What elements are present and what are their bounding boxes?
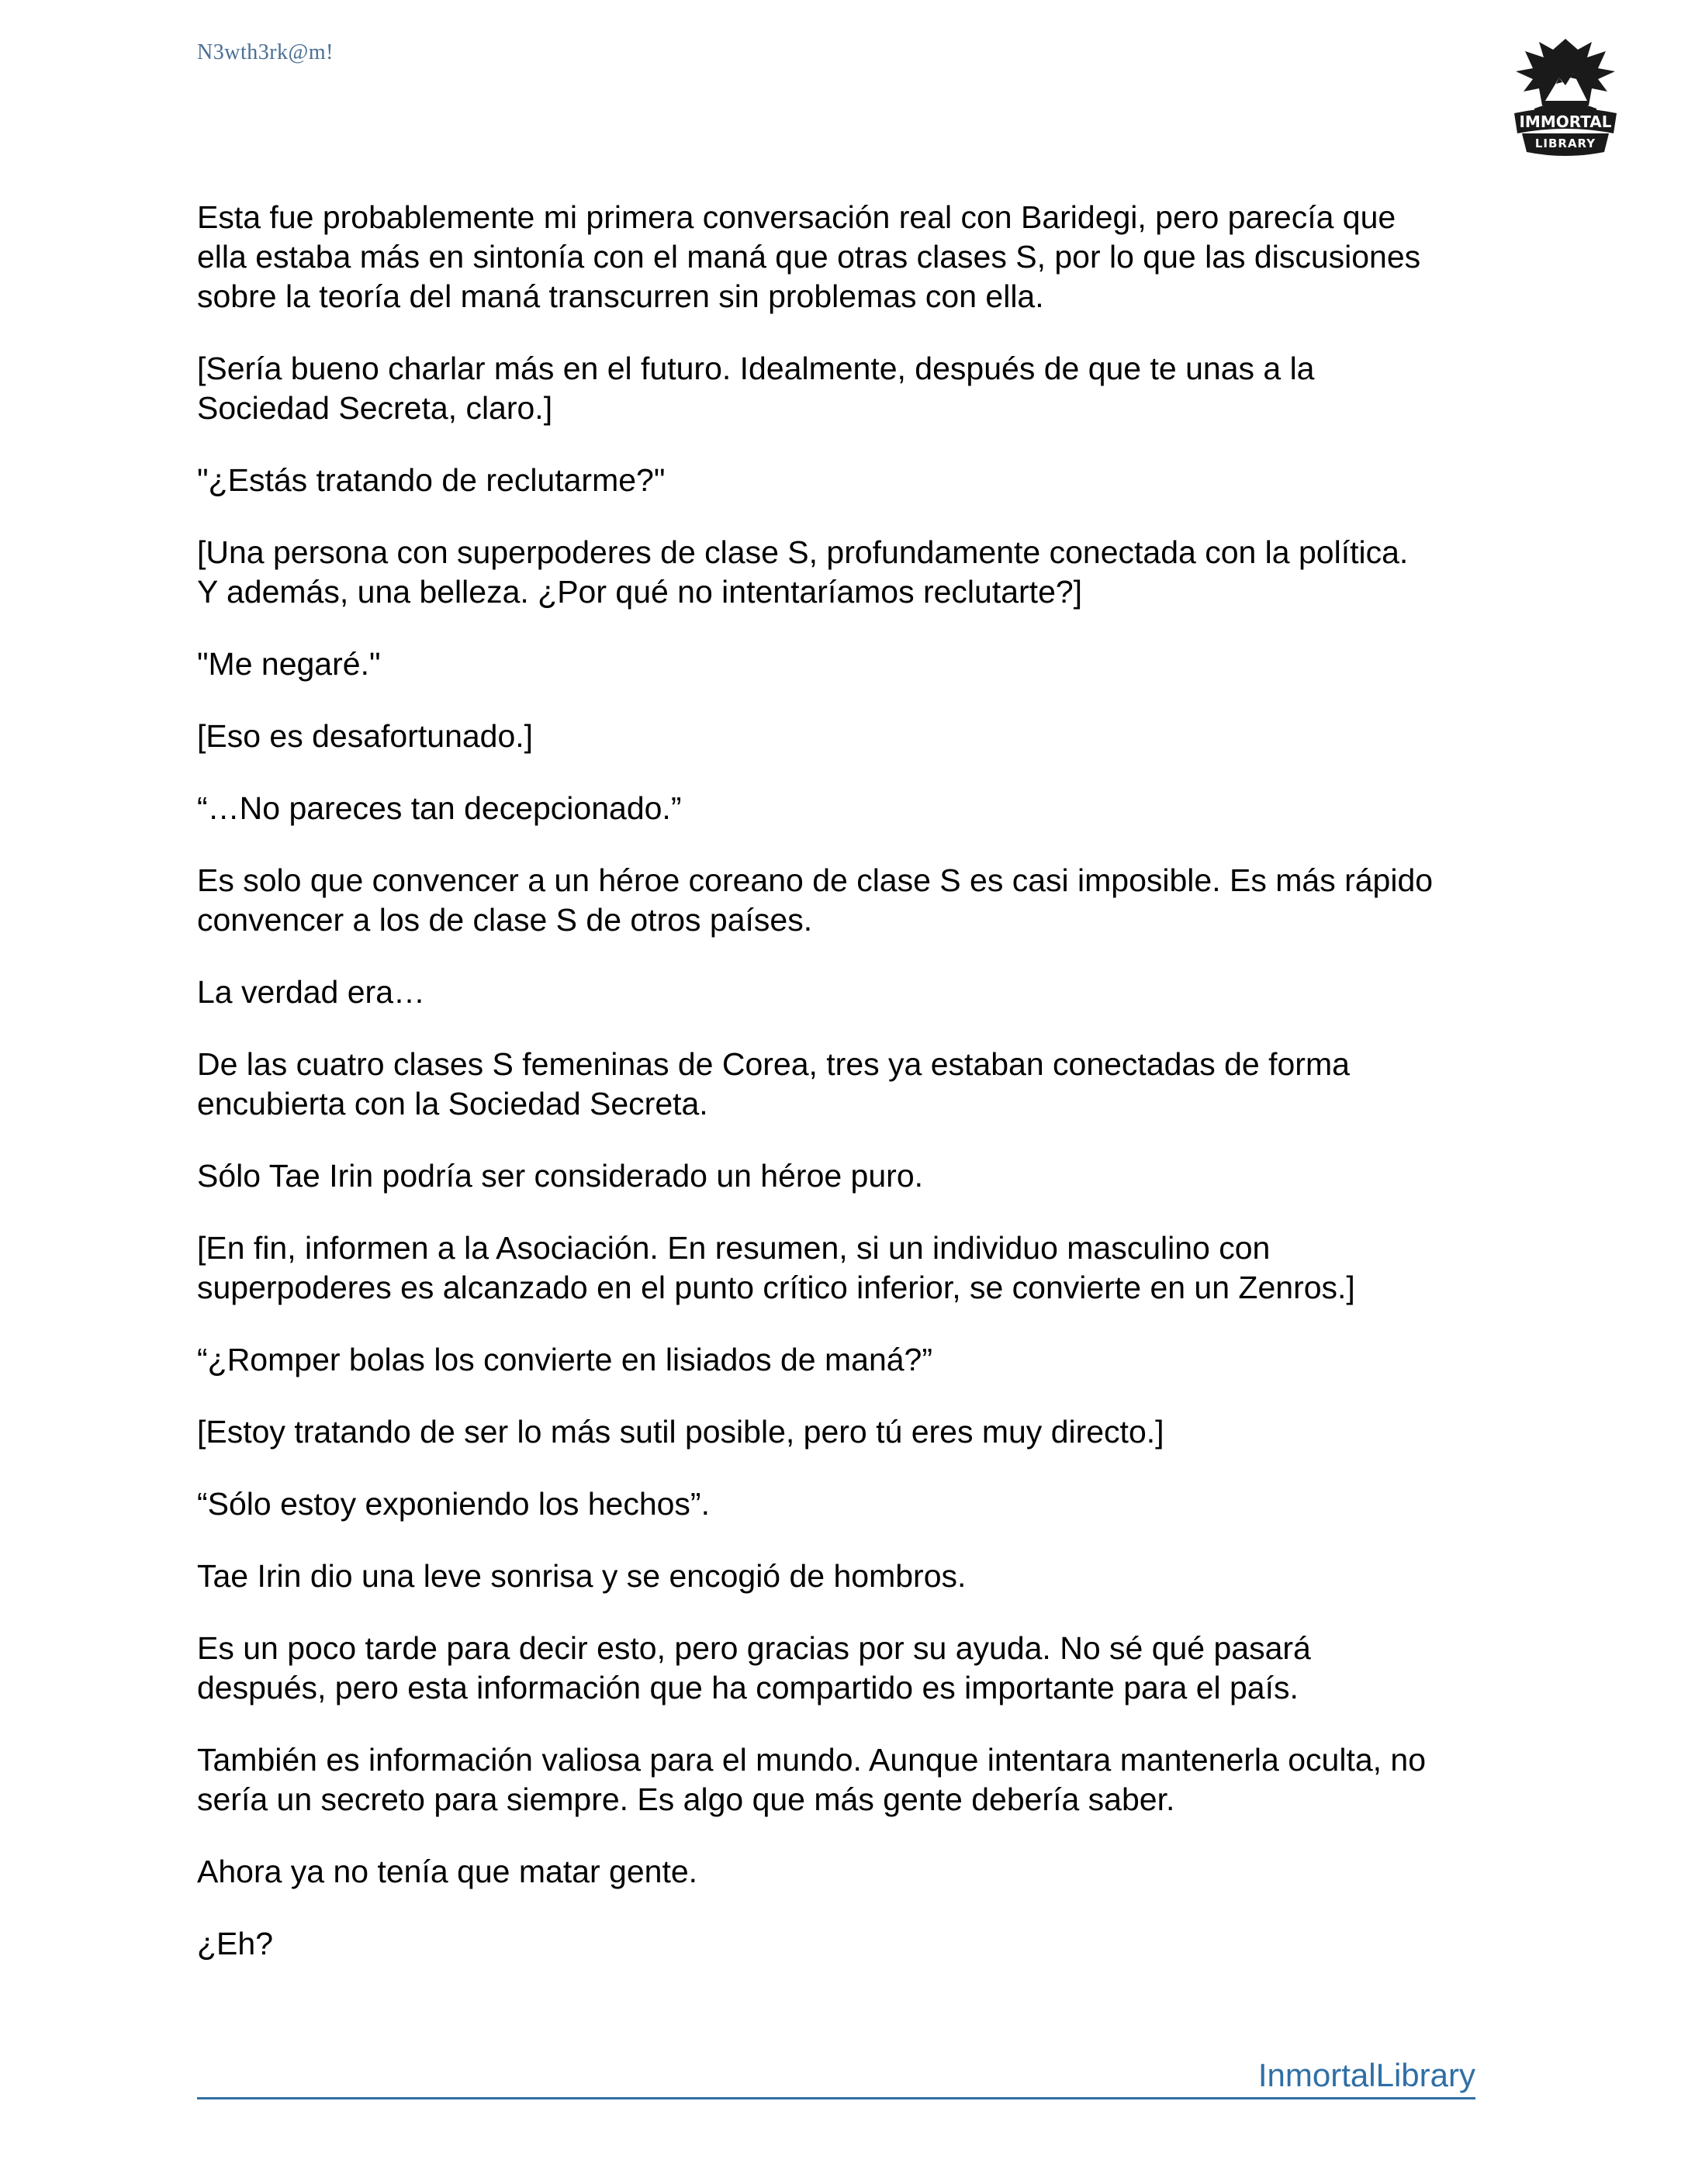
footer-rule	[197, 2047, 1475, 2099]
paragraph: La verdad era…	[197, 974, 426, 1010]
paragraph: ¿Eh?	[197, 1926, 273, 1961]
paragraph: “…No pareces tan decepcionado.”	[197, 790, 682, 826]
paragraph: Sólo Tae Irin podría ser considerado un héroe puro.	[197, 1158, 924, 1194]
logo-text-top: IMMORTAL	[1519, 112, 1612, 131]
header-watermark: N3wth3rk@m!	[197, 40, 334, 64]
paragraph: Es un poco tarde para decir esto, pero gracias por su ayuda. No sé qué pasará después, pero esta información que ha compartido es importante para el país.	[197, 1630, 1311, 1705]
paragraph: [En fin, informen a la Asociación. En resumen, si un individuo masculino con superpoderes es alcanzado en el punto crítico inferior, se convierte en un Zenros.]	[197, 1230, 1355, 1305]
paragraph: “Sólo estoy exponiendo los hechos”.	[197, 1486, 710, 1522]
paragraph: Ahora ya no tenía que matar gente.	[197, 1854, 698, 1889]
paragraph: Tae Irin dio una leve sonrisa y se encogió de hombros.	[197, 1558, 967, 1594]
immortal-library-logo	[1511, 34, 1620, 161]
paragraph: De las cuatro clases S femeninas de Corea, tres ya estaban conectadas de forma encubierta con la Sociedad Secreta.	[197, 1046, 1350, 1121]
paragraph: Es solo que convencer a un héroe coreano de clase S es casi imposible. Es más rápido convencer a los de clase S de otros países.	[197, 862, 1434, 938]
document-body	[197, 198, 1516, 1996]
logo-text-bottom: LIBRARY	[1534, 136, 1596, 150]
paragraph: “¿Romper bolas los convierte en lisiados de maná?”	[197, 1342, 933, 1377]
paragraph: "¿Estás tratando de reclutarme?"	[197, 462, 666, 498]
paragraph: "Me negaré."	[197, 646, 381, 682]
footer-link[interactable]: InmortalLibrary	[1257, 2057, 1475, 2093]
paragraph: También es información valiosa para el mundo. Aunque intentara mantenerla oculta, no sería un secreto para siempre. Es algo que más gente debería saber.	[197, 1742, 1427, 1817]
paragraph: [Estoy tratando de ser lo más sutil posible, pero tú eres muy directo.]	[197, 1414, 1164, 1450]
paragraph: [Eso es desafortunado.]	[197, 718, 534, 754]
paragraph: Esta fue probablemente mi primera conversación real con Baridegi, pero parecía que ella estaba más en sintonía con el maná que otras clases S, por lo que las discusiones sobre la teoría del maná transcurren sin problemas con ella.	[197, 199, 1421, 314]
paragraph: [Sería bueno charlar más en el futuro. Idealmente, después de que te unas a la Sociedad Secreta, claro.]	[197, 351, 1315, 426]
paragraph: [Una persona con superpoderes de clase S, profundamente conectada con la política. Y además, una belleza. ¿Por qué no intentaríamos reclutarte?]	[197, 534, 1409, 610]
